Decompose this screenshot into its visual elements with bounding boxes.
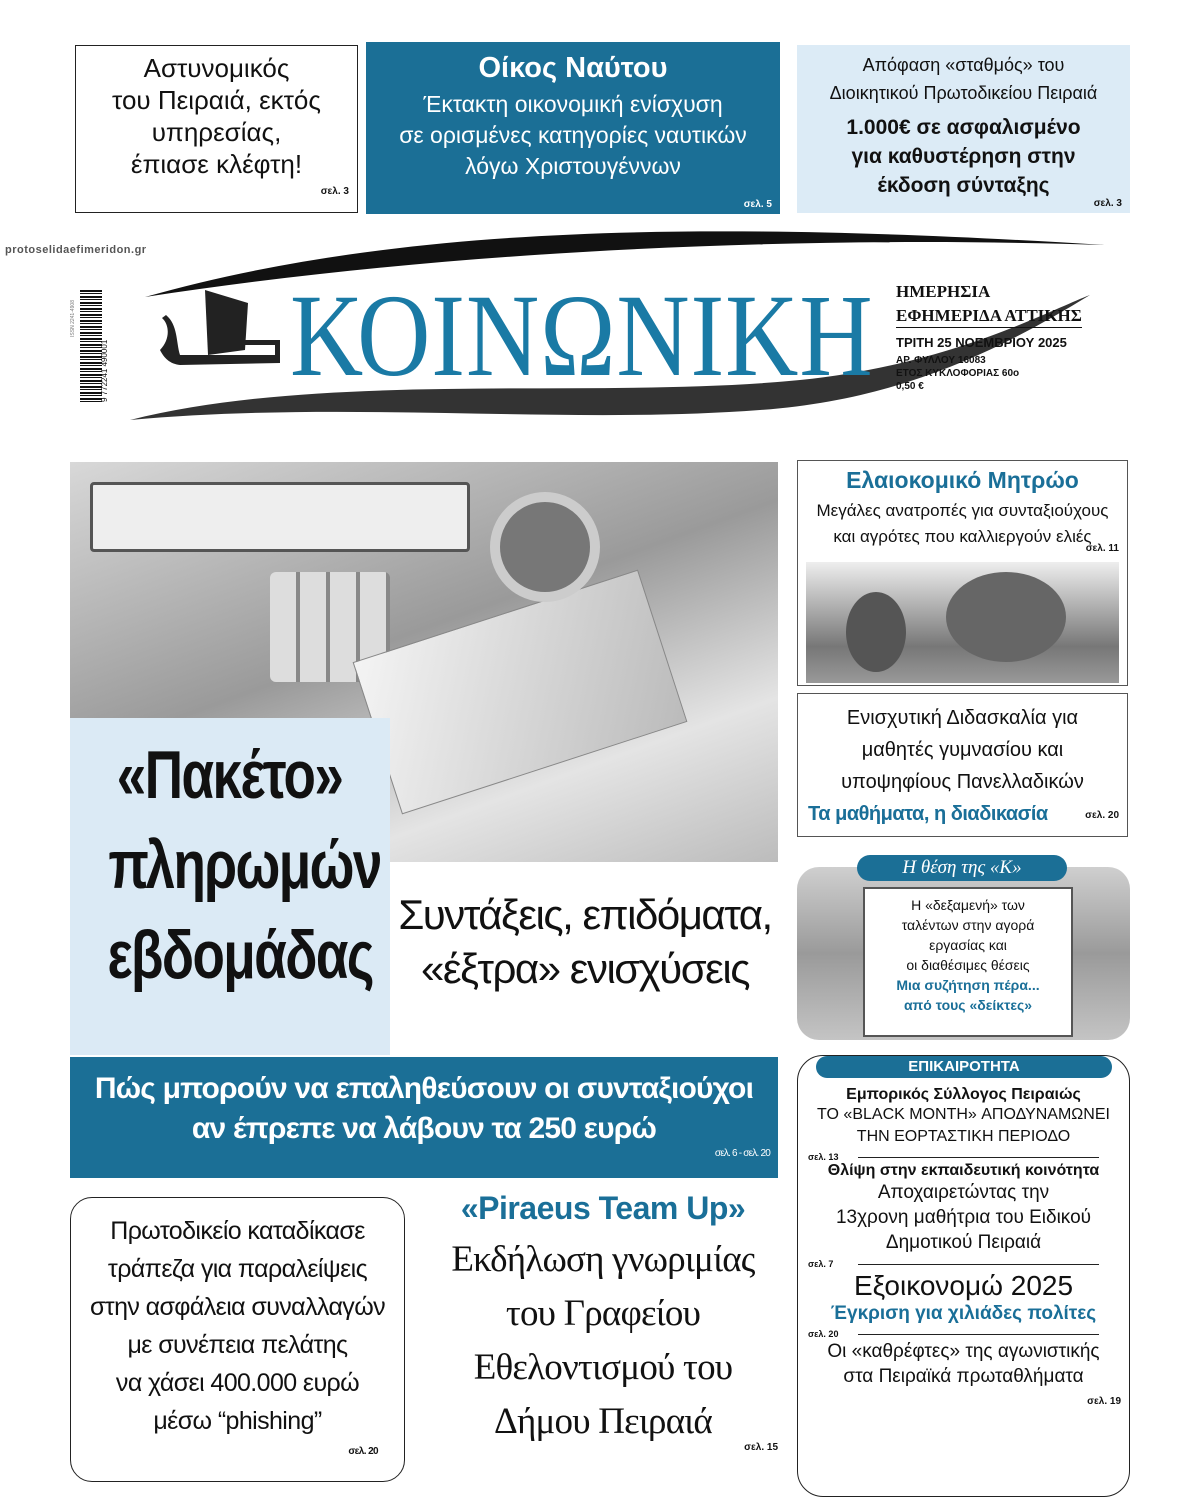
opinion-column[interactable] (797, 855, 1130, 1040)
page-ref: σελ. 20 (1085, 810, 1119, 821)
teaser-title: 1.000€ σε ασφαλισμένο για καθυστέρηση στην έκδοση σύνταξης (846, 116, 1081, 197)
page-ref: σελ. 3 (1093, 198, 1122, 209)
page-ref: σελ. 7 (808, 1259, 834, 1269)
opinion-label: Η θέση της «Κ» (857, 855, 1067, 881)
teaser-intro: Απόφαση «σταθμός» του Διοικητικού Πρωτοδικείου Πειραιά (829, 55, 1098, 103)
page-ref: σελ. 5 (743, 199, 772, 210)
page-ref: σελ. 19 (1087, 1396, 1121, 1407)
teaser-seamen[interactable] (366, 42, 780, 214)
teaser-police[interactable] (75, 45, 358, 213)
barcode-number: 9 772241 490001 (100, 339, 109, 402)
story-head: Ελαιοκομικό Μητρώο (846, 467, 1079, 493)
atm-camera (490, 492, 600, 602)
divider (858, 1157, 1099, 1159)
teaser-text: Αστυνομικός του Πειραιά, εκτός υπηρεσίας, έπιασε κλέφτη! (112, 53, 321, 179)
banknotes (353, 570, 688, 815)
divider (858, 1264, 1099, 1266)
atm-card-slot (90, 482, 470, 552)
watermark: protoselidaefimeridon.gr (5, 244, 147, 256)
newspaper-title: ΚΟΙΝΩΝΙΚΗ (290, 270, 874, 401)
issue-date: ΤΡΙΤΗ 25 ΝΟΕΜΒΡΙΟΥ 2025 (896, 335, 1067, 350)
lead-subheadline: Συντάξεις, επιδόματα, «έξτρα» ενισχύσεις (398, 891, 772, 992)
story-phishing[interactable]: Πρωτοδικείο καταδίκασε τράπεζα για παραλείψεις στην ασφάλεια συναλλαγών με συνέπεια πελάτης να χάσει 400.000 ευρώ μέσω “phishing” σελ. 20 (70, 1197, 405, 1482)
teaser-title: Οίκος Ναύτου (478, 52, 668, 84)
olive-grove-photo (806, 562, 1119, 683)
price: 0,50 € (896, 381, 924, 392)
news-item[interactable]: Θλίψη στην εκπαιδευτική κοινότητα Αποχαιρετώντας την 13χρονη μαθήτρια του Ειδικού Δημοτικού Πειραιά σελ. 7 (808, 1162, 1100, 1269)
news-item[interactable]: Εξοικονομώ 2025 Έγκριση για χιλιάδες πολίτες σελ. 20 (808, 1269, 1119, 1339)
news-label: ΕΠΙΚΑΙΡΟΤΗΤΑ (816, 1056, 1112, 1078)
news-item[interactable]: Εμπορικός Σύλλογος Πειραιώς ΤΟ «BLACK MONTH» ΑΠΟΔΥΝΑΜΩΝΕΙ ΤΗΝ ΕΟΡΤΑΣΤΙΚΗ ΠΕΡΙΟΔΟ σελ. 13 (808, 1086, 1110, 1162)
news-item[interactable]: Οι «καθρέφτες» της αγωνιστικής στα Πειραϊκά πρωταθλήματα σελ. 19 (827, 1341, 1121, 1407)
story-olive-registry[interactable]: Ελαιοκομικό Μητρώο Μεγάλες ανατροπές για συνταξιούχους και αγρότες που καλλιεργούν ελιές σελ. 11 (797, 460, 1128, 686)
page-ref: σελ. 11 (1085, 543, 1119, 554)
story-volunteering[interactable]: «Piraeus Team Up» Εκδήλωση γνωριμίας του Γραφείου Εθελοντισμού του Δήμου Πειραιά σελ. 15 (418, 1190, 788, 1449)
page-ref: σελ. 6 - σελ. 20 (714, 1148, 770, 1159)
opinion-card: Η «δεξαμενή» των ταλέντων στην αγορά εργασίας και οι διαθέσιμες θέσεις Μια συζήτηση πέρα... από τους «δείκτες» (863, 887, 1073, 1037)
news-box (797, 1055, 1130, 1497)
ship-logo-icon (160, 290, 280, 365)
page-ref: σελ. 3 (320, 186, 349, 197)
issn: ISSN 2241-4908 (70, 300, 76, 337)
lead-headline[interactable]: «Πακέτο» πληρωμών εβδομάδας (70, 718, 390, 1055)
story-tutoring[interactable]: Ενισχυτική Διδασκαλία για μαθητές γυμνασίου και υποψηφίους Πανελλαδικών Τα μαθήματα, η διαδικασία σελ. 20 (797, 693, 1128, 837)
page-ref: σελ. 15 (744, 1442, 778, 1453)
divider (858, 1334, 1099, 1336)
page-ref: σελ. 13 (808, 1152, 839, 1162)
masthead-info: ΗΜΕΡΗΣΙΑ ΕΦΗΜΕΡΙΔΑ ΑΤΤΙΚΗΣ ΤΡΙΤΗ 25 ΝΟΕΜΒΡΙΟΥ 2025 ΑΡ. ΦΥΛΛΟΥ 16083 ΕΤΟΣ ΚΥΚΛΟΦΟΡΙΑΣ 60ο 0,50 € (896, 282, 1082, 392)
story-head: «Piraeus Team Up» (460, 1190, 746, 1226)
page-ref: σελ. 20 (348, 1446, 378, 1457)
teaser-text: Έκτακτη οικονομική ενίσχυση σε ορισμένες κατηγορίες ναυτικών λόγω Χριστουγέννων (399, 91, 747, 179)
lead-banner[interactable]: Πώς μπορούν να επαληθεύσουν οι συνταξιούχοι αν έπρεπε να λάβουν τα 250 ευρώ σελ. 6 - σελ. 20 (70, 1057, 778, 1178)
page-ref: σελ. 20 (808, 1329, 839, 1339)
barcode (80, 290, 102, 402)
teaser-court[interactable] (797, 45, 1130, 213)
